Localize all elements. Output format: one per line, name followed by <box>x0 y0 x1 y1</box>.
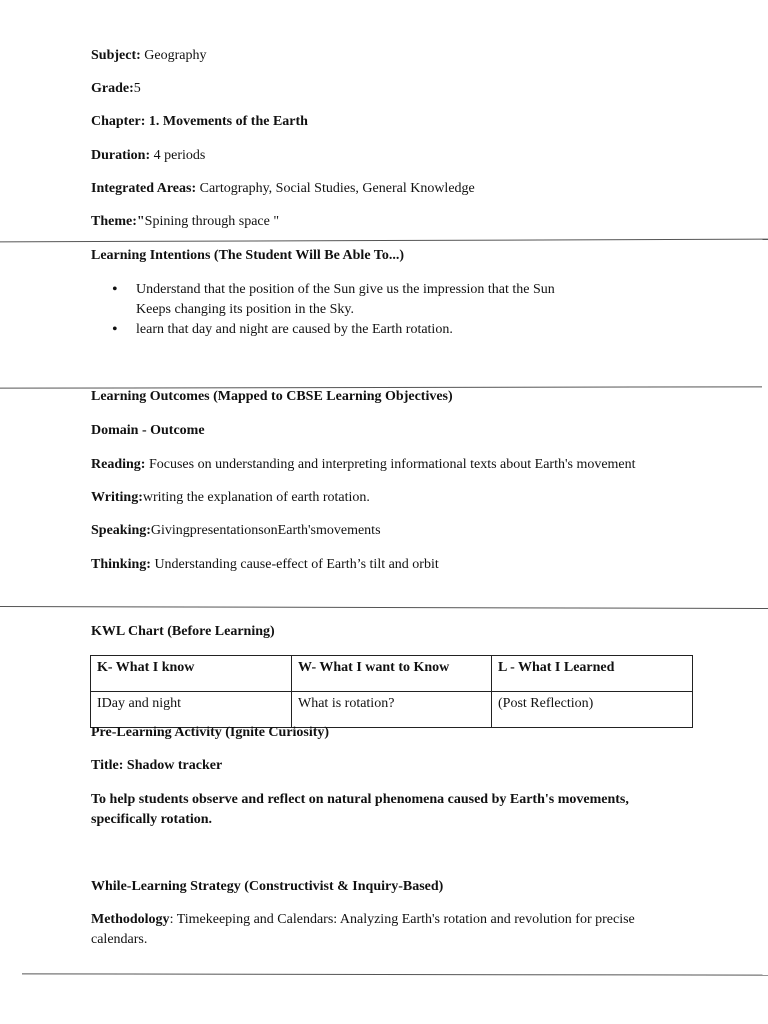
theme-value: Spining through space " <box>144 214 280 229</box>
table-header-row <box>91 656 693 692</box>
divider <box>22 973 768 975</box>
list-item <box>112 320 672 340</box>
methodology-paragraph <box>91 910 691 950</box>
kwl-heading: KWL Chart (Before Learning) <box>91 624 275 639</box>
kwl-header-learned: L - What I Learned <box>492 656 693 692</box>
writing-value: writing the explanation of earth rotation. <box>142 490 370 505</box>
list-item <box>112 280 672 320</box>
writing-line <box>91 488 370 508</box>
subject-value: Geography <box>140 48 207 63</box>
reading-value: Focuses on understanding and interpreting informational texts about Earth's movement <box>145 457 636 472</box>
methodology-value: : Timekeeping and Calendars: Analyzing Earth's rotation and revolution for precise calendars. <box>91 912 635 947</box>
speaking-value: GivingpresentationsonEarth'smovements <box>150 523 381 538</box>
learning-intentions-list <box>112 280 672 340</box>
list-item-line: Understand that the position of the Sun give us the impression that the Sun <box>136 282 555 297</box>
activity-title: Title: Shadow tracker <box>91 758 223 773</box>
thinking-value: Understanding cause-effect of Earth’s tilt and orbit <box>150 557 439 572</box>
integrated-areas-line <box>91 179 475 199</box>
table-cell: (Post Reflection) <box>492 692 693 728</box>
duration-line <box>91 146 205 166</box>
grade-label: Grade: <box>91 81 134 96</box>
reading-line <box>91 455 636 475</box>
theme-label: Theme:" <box>91 214 145 229</box>
methodology-label: Methodology <box>91 912 170 927</box>
domain-outcome-heading: Domain - Outcome <box>91 423 205 438</box>
kwl-header-want: W- What I want to Know <box>292 656 492 692</box>
integrated-areas-value: Cartography, Social Studies, General Knowledge <box>196 181 475 196</box>
activity-aim: To help students observe and reflect on natural phenomena caused by Earth's movements, specifically rotation. <box>91 792 629 827</box>
integrated-areas-label: Integrated Areas: <box>91 181 197 196</box>
kwl-table <box>90 655 693 728</box>
speaking-label: Speaking: <box>91 523 151 538</box>
writing-label: Writing: <box>91 490 143 505</box>
table-cell: What is rotation? <box>292 692 492 728</box>
learning-intentions-heading: Learning Intentions (The Student Will Be Able To...) <box>91 248 404 263</box>
subject-label: Subject: <box>91 48 141 63</box>
while-learning-heading: While-Learning Strategy (Constructivist & Inquiry-Based) <box>91 879 444 894</box>
reading-label: Reading: <box>91 457 146 472</box>
duration-value: 4 periods <box>150 148 206 163</box>
kwl-header-know: K- What I know <box>91 656 292 692</box>
grade-value: 5 <box>133 81 141 96</box>
list-item-line: Keeps changing its position in the Sky. <box>136 302 355 317</box>
chapter-line: Chapter: 1. Movements of the Earth <box>91 114 308 129</box>
duration-label: Duration: <box>91 148 151 163</box>
grade-line <box>91 79 141 99</box>
pre-learning-heading: Pre-Learning Activity (Ignite Curiosity) <box>91 725 330 740</box>
thinking-line <box>91 555 439 575</box>
speaking-line <box>91 521 381 541</box>
learning-outcomes-heading: Learning Outcomes (Mapped to CBSE Learning Objectives) <box>91 389 453 404</box>
divider <box>0 606 768 609</box>
divider <box>0 239 768 243</box>
thinking-label: Thinking: <box>91 557 151 572</box>
list-item-line: learn that day and night are caused by the Earth rotation. <box>136 322 453 337</box>
theme-line <box>91 212 279 232</box>
subject-line <box>91 46 206 66</box>
table-cell: IDay and night <box>91 692 292 728</box>
